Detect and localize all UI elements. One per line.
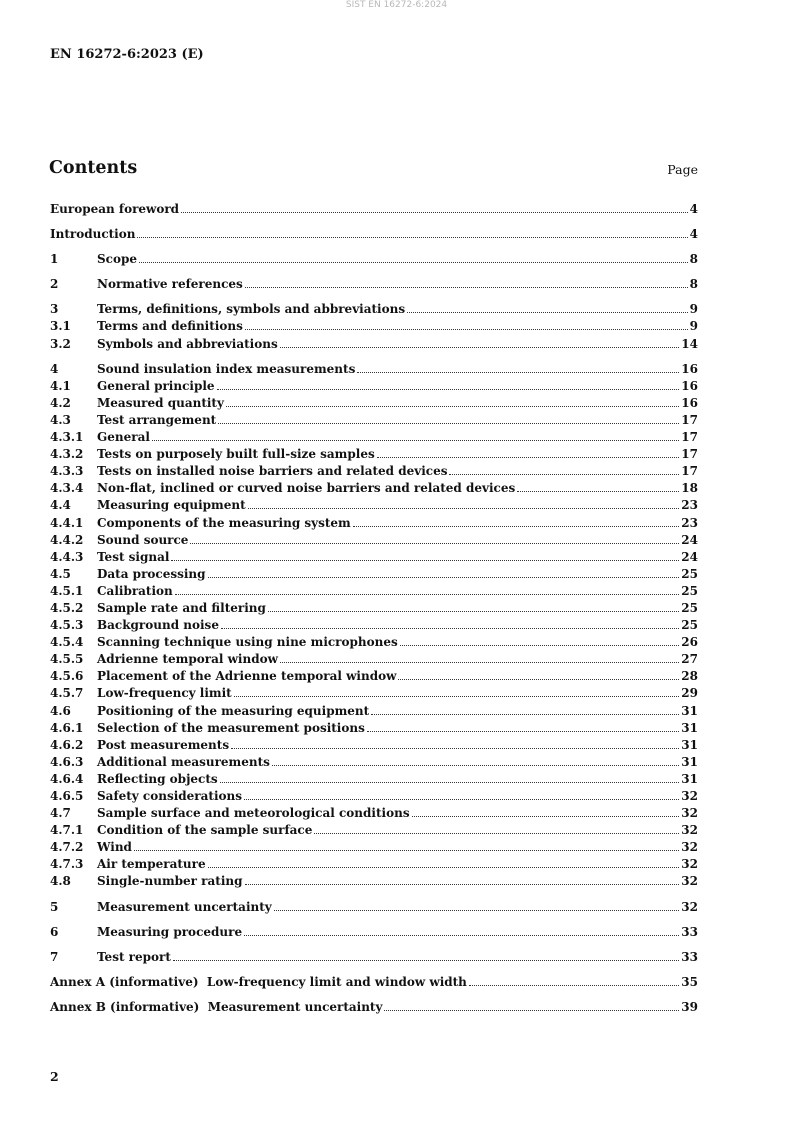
toc-dot-leader bbox=[357, 371, 679, 373]
toc-entry-page: 32 bbox=[681, 874, 698, 889]
toc-entry[interactable] bbox=[50, 685, 698, 702]
toc-entry-title: European foreword bbox=[50, 202, 180, 216]
toc-entry[interactable] bbox=[50, 566, 698, 583]
table-of-contents bbox=[50, 201, 698, 1016]
toc-entry-title: Placement of the Adrienne temporal window bbox=[97, 669, 397, 684]
toc-entry[interactable] bbox=[50, 788, 698, 805]
toc-entry-title: Single-number rating bbox=[97, 874, 243, 889]
toc-entry-number: 4.3 bbox=[50, 412, 71, 427]
toc-entry-page: 32 bbox=[681, 840, 698, 855]
toc-entry-page: 31 bbox=[681, 737, 698, 752]
toc-entry-page: 32 bbox=[681, 823, 698, 838]
toc-dot-leader bbox=[245, 883, 680, 885]
toc-dot-leader bbox=[244, 934, 679, 936]
toc-entry-title: Test signal bbox=[97, 549, 170, 564]
toc-dot-leader bbox=[231, 747, 679, 749]
toc-entry[interactable] bbox=[50, 651, 698, 668]
toc-entry-number: 4.6.2 bbox=[50, 737, 84, 752]
toc-entry[interactable] bbox=[50, 515, 698, 532]
toc-dot-leader bbox=[371, 713, 679, 715]
contents-title: Contents bbox=[49, 158, 138, 178]
toc-entry-page: 35 bbox=[681, 974, 698, 989]
toc-entry[interactable] bbox=[50, 899, 698, 916]
toc-entry-number: 4.4.3 bbox=[50, 549, 84, 564]
toc-entry-page: 24 bbox=[681, 549, 698, 564]
toc-entry-title: Measuring procedure bbox=[97, 924, 243, 939]
toc-entry[interactable] bbox=[50, 617, 698, 634]
toc-entry-page: 33 bbox=[681, 924, 698, 939]
toc-dot-leader bbox=[220, 781, 680, 783]
toc-entry-number: 3.2 bbox=[50, 336, 71, 351]
toc-entry-title: Adrienne temporal window bbox=[97, 652, 278, 667]
toc-entry[interactable] bbox=[50, 703, 698, 720]
toc-entry-page: 31 bbox=[681, 720, 698, 735]
toc-entry-page: 32 bbox=[681, 789, 698, 803]
toc-dot-leader bbox=[245, 286, 688, 288]
toc-entry-number: 4.5 bbox=[50, 566, 71, 581]
toc-dot-leader bbox=[449, 473, 679, 475]
toc-entry-title: Sound source bbox=[97, 532, 189, 547]
toc-entry-number: 4.7 bbox=[50, 806, 71, 821]
toc-dot-leader bbox=[152, 439, 679, 441]
toc-entry[interactable] bbox=[50, 480, 698, 497]
toc-entry[interactable] bbox=[50, 949, 698, 966]
toc-entry-number: 4.3.2 bbox=[50, 447, 84, 462]
toc-entry-page: 25 bbox=[681, 566, 698, 581]
toc-entry[interactable] bbox=[50, 924, 698, 941]
toc-dot-leader bbox=[314, 832, 679, 834]
toc-entry-title: Symbols and abbreviations bbox=[97, 336, 278, 351]
toc-entry[interactable] bbox=[50, 999, 698, 1016]
toc-dot-leader bbox=[218, 422, 679, 424]
toc-entry-title: Positioning of the measuring equipment bbox=[97, 703, 370, 718]
toc-entry-page: 31 bbox=[681, 703, 698, 718]
toc-entry-number: 4.5.1 bbox=[50, 583, 84, 598]
toc-entry[interactable] bbox=[50, 378, 698, 395]
toc-dot-leader bbox=[234, 695, 680, 697]
toc-entry-number: 4.7.3 bbox=[50, 857, 84, 872]
toc-entry-page: 9 bbox=[689, 319, 698, 334]
toc-entry-number: 4.2 bbox=[50, 395, 71, 410]
toc-dot-leader bbox=[280, 346, 680, 348]
toc-entry-number: 4.5.6 bbox=[50, 669, 84, 684]
toc-entry[interactable] bbox=[50, 822, 698, 839]
toc-entry-page: 23 bbox=[681, 498, 698, 513]
toc-entry-number: 4.8 bbox=[50, 874, 71, 889]
toc-entry-title: Wind bbox=[97, 840, 132, 855]
toc-entry-title: Components of the measuring system bbox=[97, 515, 351, 530]
toc-entry[interactable] bbox=[50, 446, 698, 463]
toc-entry[interactable] bbox=[50, 856, 698, 873]
toc-entry-page: 26 bbox=[681, 635, 698, 650]
toc-entry-title: Air temperature bbox=[97, 857, 206, 872]
toc-dot-leader bbox=[171, 559, 679, 561]
toc-dot-leader bbox=[208, 866, 680, 868]
toc-entry-number: 4.4.1 bbox=[50, 515, 84, 530]
toc-entry[interactable] bbox=[50, 549, 698, 566]
toc-entry-title: Reflecting objects bbox=[97, 771, 218, 786]
toc-entry-page: 31 bbox=[681, 771, 698, 786]
toc-dot-leader bbox=[221, 627, 679, 629]
toc-entry-number: 4.7.2 bbox=[50, 840, 84, 855]
toc-entry-page: 39 bbox=[681, 999, 698, 1014]
toc-entry-title: Terms, definitions, symbols and abbreviations bbox=[97, 302, 406, 317]
toc-entry-title: General principle bbox=[97, 378, 215, 393]
toc-entry-title: Normative references bbox=[97, 277, 243, 292]
toc-entry[interactable] bbox=[50, 201, 698, 218]
toc-entry-number: 4.5.2 bbox=[50, 600, 84, 615]
toc-entry-page: 33 bbox=[681, 949, 698, 964]
toc-entry-title: Measurement uncertainty bbox=[97, 899, 272, 914]
toc-entry-page: 17 bbox=[681, 464, 698, 479]
toc-entry[interactable] bbox=[50, 634, 698, 651]
toc-entry[interactable] bbox=[50, 737, 698, 754]
toc-entry[interactable] bbox=[50, 839, 698, 856]
toc-entry-page: 28 bbox=[681, 669, 698, 684]
toc-entry-page: 4 bbox=[689, 202, 698, 216]
toc-entry-title: Scope bbox=[97, 252, 138, 267]
toc-dot-leader bbox=[181, 211, 688, 213]
toc-entry-number: 3.1 bbox=[50, 319, 71, 334]
toc-entry-title: Measured quantity bbox=[97, 395, 224, 410]
toc-entry-number: 4.5.7 bbox=[50, 686, 84, 701]
toc-entry[interactable] bbox=[50, 463, 698, 480]
toc-entry-number: 4.6.1 bbox=[50, 720, 84, 735]
toc-dot-leader bbox=[226, 405, 679, 407]
toc-entry-number: 1 bbox=[50, 252, 59, 267]
toc-entry-page: 16 bbox=[681, 395, 698, 410]
toc-entry-page: 32 bbox=[681, 857, 698, 872]
toc-dot-leader bbox=[400, 644, 680, 646]
toc-dot-leader bbox=[398, 678, 679, 680]
toc-dot-leader bbox=[208, 576, 680, 578]
toc-entry-title: Selection of the measurement positions bbox=[97, 720, 365, 735]
toc-entry-number: 5 bbox=[50, 899, 59, 914]
toc-dot-leader bbox=[175, 593, 680, 595]
toc-dot-leader bbox=[173, 959, 679, 961]
toc-entry-page: 16 bbox=[681, 361, 698, 376]
toc-entry-title: Additional measurements bbox=[97, 754, 270, 769]
toc-dot-leader bbox=[367, 730, 679, 732]
toc-dot-leader bbox=[137, 236, 687, 238]
toc-entry-number: 4.5.4 bbox=[50, 635, 84, 650]
toc-entry-title: Sound insulation index measurements bbox=[97, 361, 356, 376]
toc-entry[interactable] bbox=[50, 583, 698, 600]
toc-entry-title: Safety considerations bbox=[97, 789, 242, 803]
toc-entry-title: Data processing bbox=[97, 566, 206, 581]
toc-entry-page: 17 bbox=[681, 430, 698, 445]
toc-dot-leader bbox=[190, 542, 679, 544]
toc-entry[interactable] bbox=[50, 429, 698, 446]
toc-entry-page: 27 bbox=[681, 652, 698, 667]
toc-dot-leader bbox=[407, 311, 688, 313]
toc-dot-leader bbox=[139, 261, 688, 263]
toc-entry[interactable] bbox=[50, 395, 698, 412]
toc-entry[interactable] bbox=[50, 226, 698, 243]
toc-entry-number: 4.4.2 bbox=[50, 532, 84, 547]
toc-entry-number: 4.3.1 bbox=[50, 430, 84, 445]
toc-dot-leader bbox=[217, 388, 680, 390]
toc-dot-leader bbox=[244, 798, 679, 800]
toc-entry-number: 4.5.5 bbox=[50, 652, 84, 667]
toc-entry-title: Test arrangement bbox=[97, 412, 217, 427]
toc-dot-leader bbox=[412, 815, 680, 817]
toc-dot-leader bbox=[272, 764, 679, 766]
toc-entry-title: Annex A (informative) Low-frequency limit and window width bbox=[50, 974, 467, 989]
toc-entry-title: Condition of the sample surface bbox=[97, 823, 313, 838]
toc-entry-number: 4.5.3 bbox=[50, 618, 84, 633]
toc-entry-title: Calibration bbox=[97, 583, 173, 598]
toc-entry-page: 24 bbox=[681, 532, 698, 547]
toc-entry-number: 2 bbox=[50, 277, 59, 292]
toc-entry-title: Tests on installed noise barriers and related devices bbox=[97, 464, 448, 479]
toc-entry-number: 4.6 bbox=[50, 703, 71, 718]
toc-dot-leader bbox=[248, 507, 680, 509]
toc-entry-title: Background noise bbox=[97, 618, 219, 633]
toc-entry[interactable] bbox=[50, 412, 698, 429]
toc-entry[interactable] bbox=[50, 600, 698, 617]
toc-dot-leader bbox=[469, 984, 679, 986]
toc-entry-number: 4.6.5 bbox=[50, 789, 84, 803]
toc-entry-page: 17 bbox=[681, 412, 698, 427]
toc-entry-number: 4.6.3 bbox=[50, 754, 84, 769]
toc-entry[interactable] bbox=[50, 805, 698, 822]
toc-entry-page: 14 bbox=[681, 336, 698, 351]
toc-entry[interactable] bbox=[50, 301, 698, 318]
toc-entry-page: 25 bbox=[681, 600, 698, 615]
toc-entry[interactable] bbox=[50, 720, 698, 737]
toc-entry[interactable] bbox=[50, 754, 698, 771]
toc-entry[interactable] bbox=[50, 873, 698, 890]
toc-entry-title: Non-flat, inclined or curved noise barriers and related devices bbox=[97, 481, 516, 496]
toc-entry[interactable] bbox=[50, 497, 698, 514]
toc-entry-page: 9 bbox=[689, 302, 698, 317]
toc-entry-number: 6 bbox=[50, 924, 59, 939]
toc-entry[interactable] bbox=[50, 532, 698, 549]
toc-entry-number: 7 bbox=[50, 949, 59, 964]
toc-entry-title: Test report bbox=[97, 949, 171, 964]
toc-entry-title: Tests on purposely built full-size samples bbox=[97, 447, 375, 462]
toc-entry-title: Terms and definitions bbox=[97, 319, 243, 334]
toc-entry-title: Introduction bbox=[50, 227, 136, 242]
toc-entry-number: 4.6.4 bbox=[50, 771, 84, 786]
toc-entry-title: Post measurements bbox=[97, 737, 230, 752]
toc-entry-number: 4.3.4 bbox=[50, 481, 84, 496]
toc-entry-page: 8 bbox=[689, 252, 698, 267]
toc-dot-leader bbox=[274, 909, 680, 911]
toc-entry-page: 8 bbox=[689, 277, 698, 292]
toc-entry[interactable] bbox=[50, 771, 698, 788]
page-number: 2 bbox=[50, 1069, 59, 1084]
toc-entry-title: Measuring equipment bbox=[97, 498, 246, 513]
toc-entry-title: Sample surface and meteorological conditions bbox=[97, 806, 410, 821]
toc-entry[interactable] bbox=[50, 318, 698, 335]
toc-entry[interactable] bbox=[50, 361, 698, 378]
toc-dot-leader bbox=[384, 1009, 679, 1011]
toc-entry-number: 4.1 bbox=[50, 378, 71, 393]
toc-entry-page: 29 bbox=[681, 686, 698, 701]
toc-entry[interactable] bbox=[50, 336, 698, 353]
toc-entry-number: 4.3.3 bbox=[50, 464, 84, 479]
toc-entry-number: 4.4 bbox=[50, 498, 71, 513]
toc-entry-page: 25 bbox=[681, 618, 698, 633]
toc-entry[interactable] bbox=[50, 668, 698, 685]
toc-dot-leader bbox=[517, 490, 679, 492]
toc-entry-page: 32 bbox=[681, 806, 698, 821]
toc-entry-number: 3 bbox=[50, 302, 59, 317]
toc-entry[interactable] bbox=[50, 251, 698, 268]
toc-entry-page: 17 bbox=[681, 447, 698, 462]
toc-dot-leader bbox=[134, 849, 679, 851]
toc-dot-leader bbox=[280, 661, 679, 663]
toc-entry-title: Low-frequency limit bbox=[97, 686, 232, 701]
toc-entry-number: 4.7.1 bbox=[50, 823, 84, 838]
toc-entry-number: 4 bbox=[50, 361, 59, 376]
toc-entry-title: Scanning technique using nine microphones bbox=[97, 635, 398, 650]
toc-entry-page: 23 bbox=[681, 515, 698, 530]
toc-entry-page: 31 bbox=[681, 754, 698, 769]
toc-dot-leader bbox=[353, 525, 680, 527]
toc-entry-page: 16 bbox=[681, 378, 698, 393]
watermark: SIST EN 16272-6:2024 bbox=[345, 0, 448, 10]
toc-dot-leader bbox=[245, 328, 688, 330]
toc-entry-title: Annex B (informative) Measurement uncertainty bbox=[50, 999, 383, 1014]
toc-entry-title: Sample rate and filtering bbox=[97, 600, 266, 615]
toc-dot-leader bbox=[377, 456, 680, 458]
toc-entry[interactable] bbox=[50, 974, 698, 991]
page-column-label: Page bbox=[667, 162, 698, 177]
toc-entry-page: 18 bbox=[681, 481, 698, 496]
document-id: EN 16272-6:2023 (E) bbox=[50, 47, 204, 62]
toc-entry-title: General bbox=[97, 430, 150, 445]
toc-entry[interactable] bbox=[50, 276, 698, 293]
toc-entry-page: 4 bbox=[689, 227, 698, 242]
toc-entry-page: 32 bbox=[681, 899, 698, 914]
toc-entry-page: 25 bbox=[681, 583, 698, 598]
toc-dot-leader bbox=[268, 610, 679, 612]
